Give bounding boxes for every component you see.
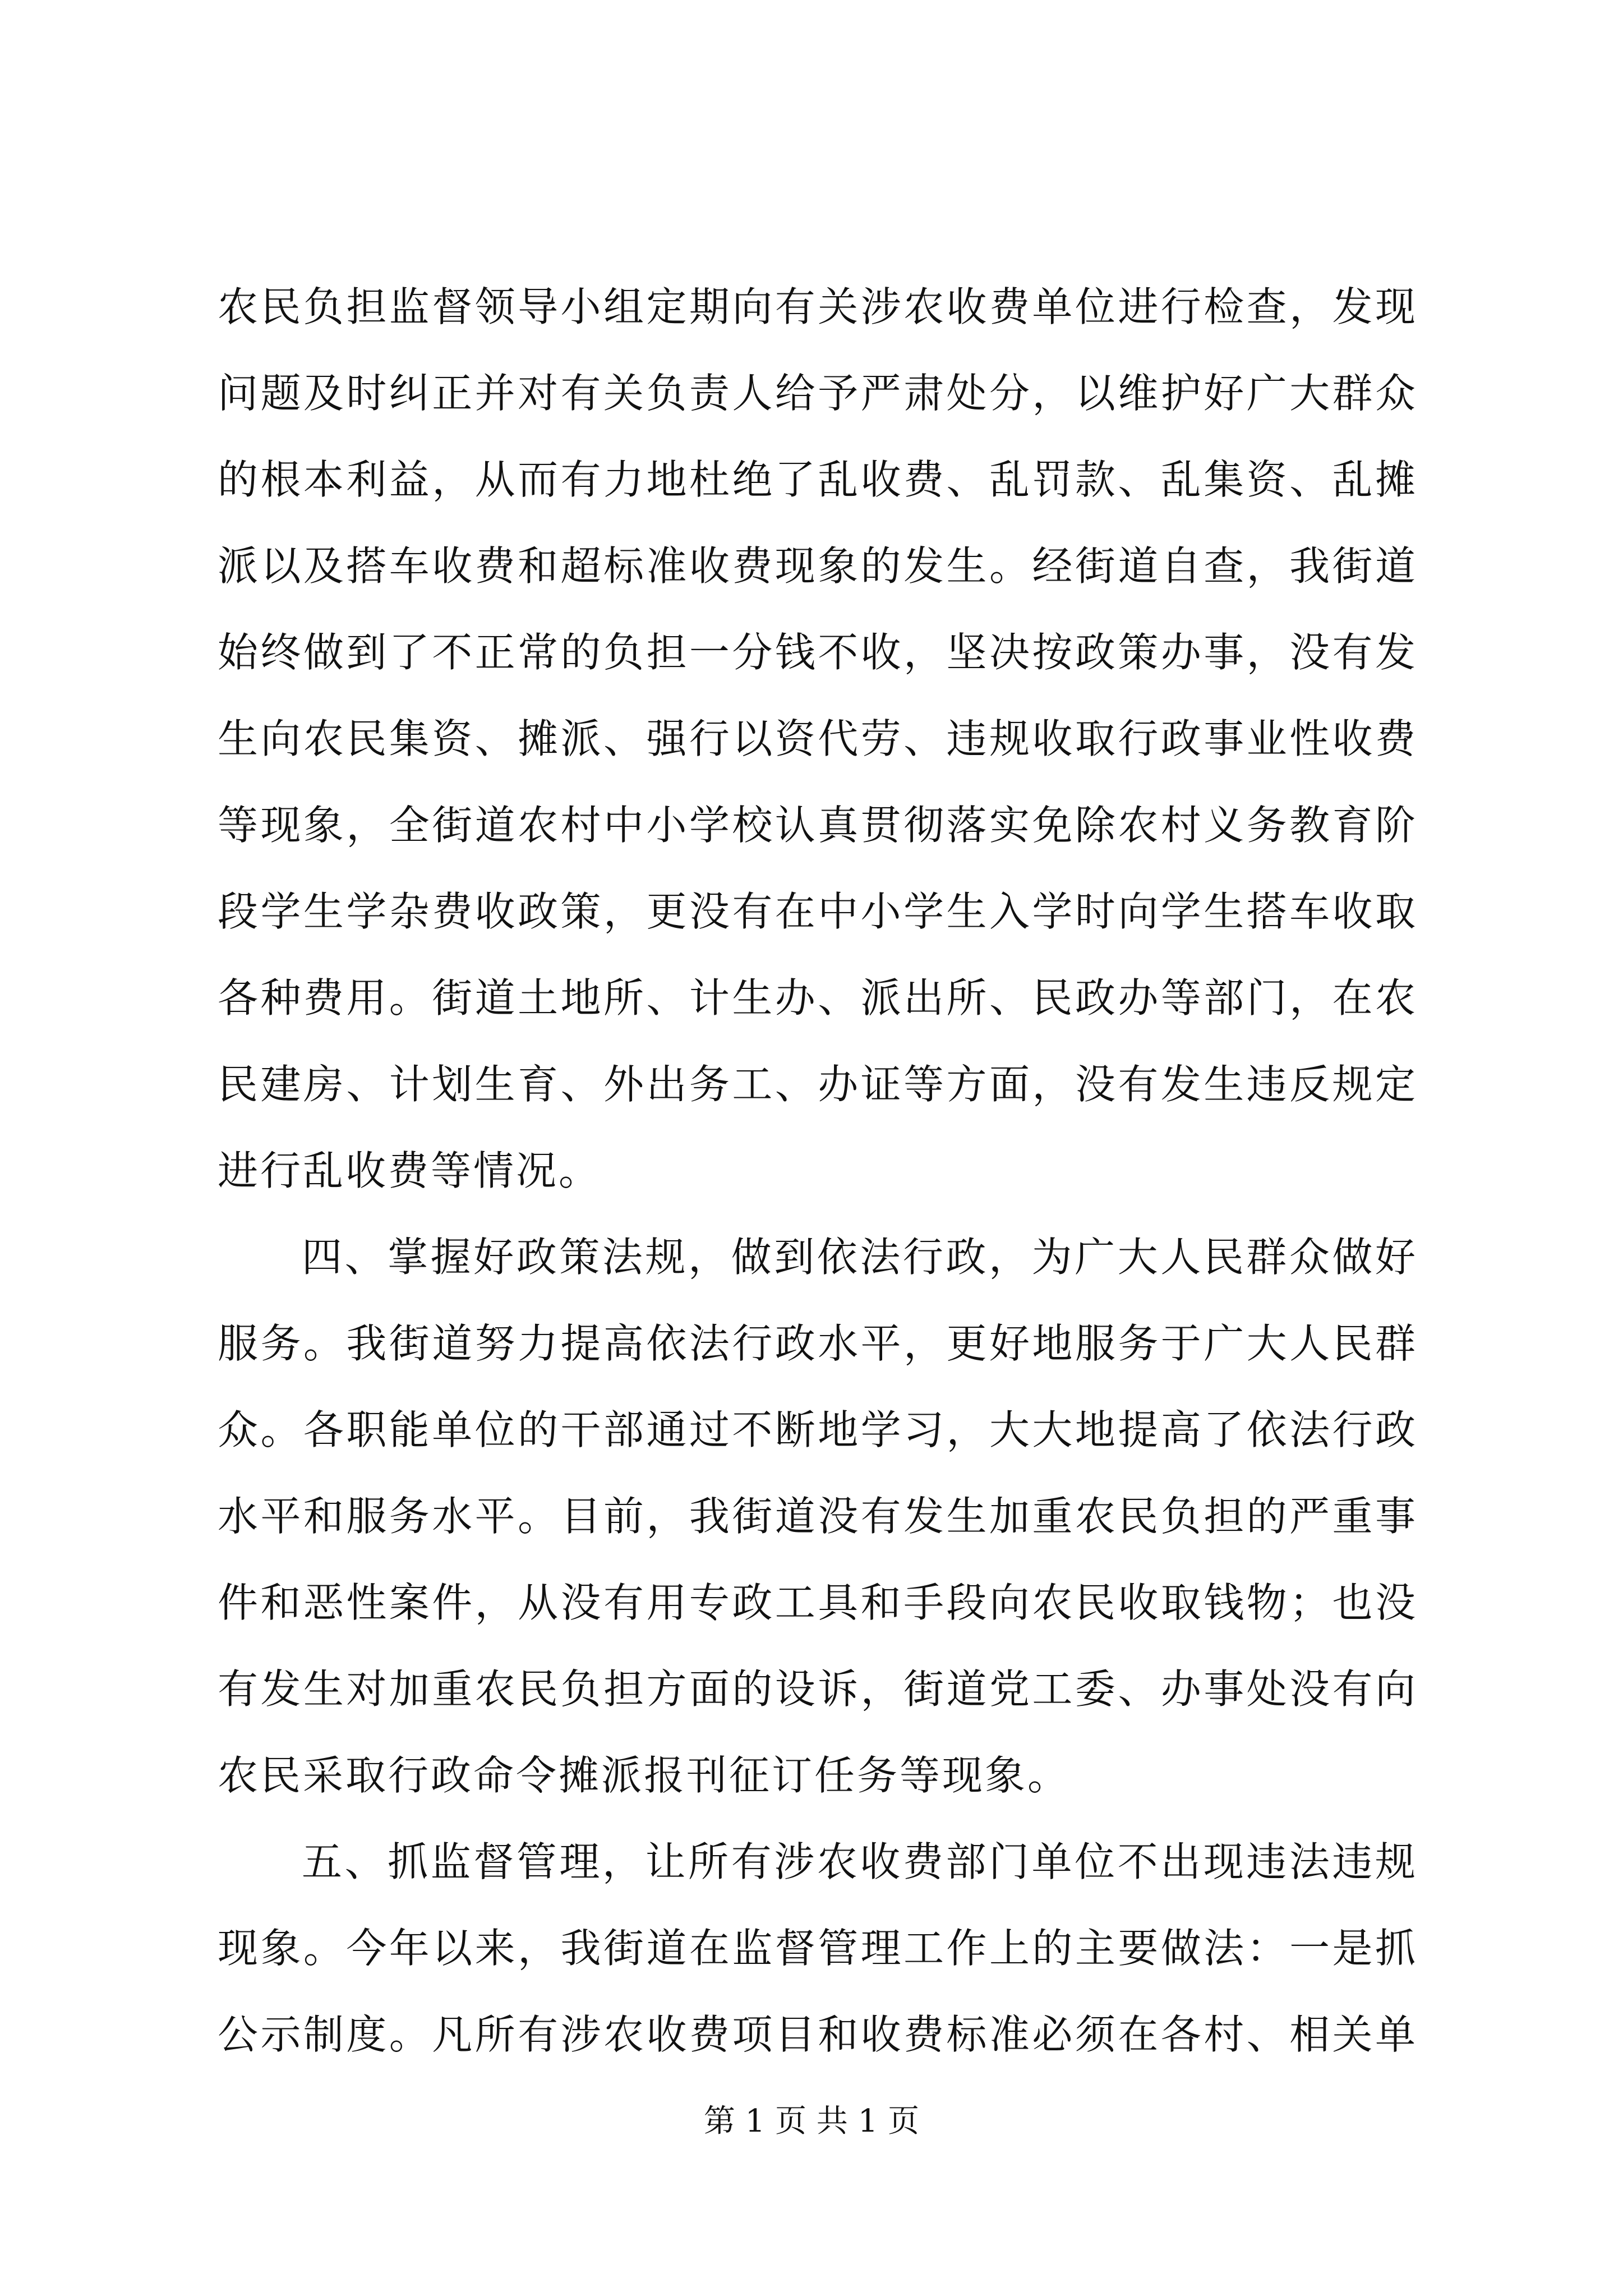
text-line: 问题及时纠正并对有关负责人给予严肃处分，以维护好广大群众 (218, 370, 1418, 417)
text-line: 现象。今年以来，我街道在监督管理工作上的主要做法：一是抓 (218, 1925, 1418, 1972)
text-line: 公示制度。凡所有涉农收费项目和收费标准必须在各村、相关单 (218, 2011, 1418, 2058)
text-line: 等现象，全街道农村中小学校认真贯彻落实免除农村义务教育阶 (218, 802, 1418, 849)
text-line: 民建房、计划生育、外出务工、办证等方面，没有发生违反规定 (218, 1061, 1418, 1108)
text-line: 生向农民集资、摊派、强行以资代劳、违规收取行政事业性收费 (218, 715, 1418, 762)
paragraph-section-four (218, 1214, 1418, 1819)
text-line: 农民负担监督领导小组定期向有关涉农收费单位进行检查，发现 (218, 283, 1418, 330)
text-line: 件和恶性案件，从没有用专政工具和手段向农民收取钱物；也没 (218, 1579, 1418, 1626)
text-line: 始终做到了不正常的负担一分钱不收，坚决按政策办事，没有发 (218, 629, 1418, 676)
text-line: 各种费用。街道土地所、计生办、派出所、民政办等部门，在农 (218, 974, 1418, 1022)
page-number-footer: 第 1 页 共 1 页 (703, 2103, 920, 2139)
text-line: 派以及搭车收费和超标准收费现象的发生。经街道自查，我街道 (218, 542, 1418, 590)
text-line: 的根本利益，从而有力地杜绝了乱收费、乱罚款、乱集资、乱摊 (218, 456, 1418, 503)
text-line: 服务。我街道努力提高依法行政水平，更好地服务于广大人民群 (218, 1320, 1418, 1367)
text-line: 水平和服务水平。目前，我街道没有发生加重农民负担的严重事 (218, 1493, 1418, 1540)
section-heading-line: 五、抓监督管理，让所有涉农收费部门单位不出现违法违规 (302, 1838, 1418, 1885)
section-heading-line: 四、掌握好政策法规，做到依法行政，为广大人民群众做好 (302, 1234, 1418, 1281)
document-body (218, 264, 1418, 2078)
text-line: 有发生对加重农民负担方面的设诉，街道党工委、办事处没有向 (218, 1665, 1418, 1713)
text-line: 众。各职能单位的干部通过不断地学习，大大地提高了依法行政 (218, 1406, 1418, 1453)
text-line: 段学生学杂费收政策，更没有在中小学生入学时向学生搭车收取 (218, 888, 1418, 935)
paragraph-fee-inspection (218, 264, 1418, 1214)
text-line: 农民采取行政命令摊派报刊征订任务等现象。 (218, 1752, 1071, 1799)
paragraph-section-five (218, 1819, 1418, 2078)
text-line: 进行乱收费等情况。 (218, 1147, 602, 1194)
